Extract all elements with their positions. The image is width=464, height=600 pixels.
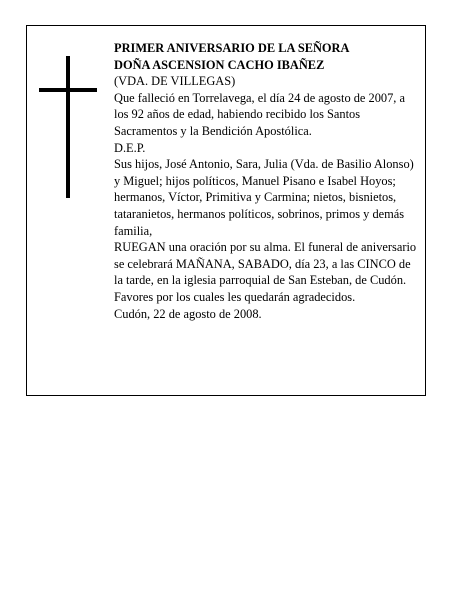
request-paragraph: RUEGAN una oración por su alma. El funeral de aniversario se celebrará MAÑANA, SABADO, día 23, a las CINCO de la tarde, en la iglesia parroquial de San Esteban, de Cudón. Favores por los cuales les quedarán agradecidos. <box>114 240 417 304</box>
death-paragraph: Que falleció en Torrelavega, el día 24 de agosto de 2007, a los 92 años de edad, habiendo recibido los Santos Sacramentos y la Bendición Apostólica. <box>114 90 406 138</box>
notice-text <box>114 40 420 322</box>
cross-horizontal-bar <box>39 88 97 92</box>
cross-icon <box>39 56 97 198</box>
notice-title-line-1: PRIMER ANIVERSARIO DE LA SEÑORA <box>114 41 350 55</box>
dep-line: D.E.P. <box>114 140 146 155</box>
cross-vertical-bar <box>66 56 70 198</box>
place-date: Cudón, 22 de agosto de 2008. <box>114 306 262 321</box>
family-paragraph: Sus hijos, José Antonio, Sara, Julia (Vda. de Basilio Alonso) y Miguel; hijos políticos, Manuel Pisano e Isabel Hoyos; hermanos, Víctor, Primitiva y Carmina; nietos, bisnietos, tataranietos, hermanos políticos, sobrinos, primos y demás familia, <box>114 157 414 238</box>
notice-title-line-2: DOÑA ASCENSION CACHO IBAÑEZ <box>114 57 325 72</box>
notice-subtitle: (VDA. DE VILLEGAS) <box>114 74 236 89</box>
obituary-notice <box>26 25 426 396</box>
